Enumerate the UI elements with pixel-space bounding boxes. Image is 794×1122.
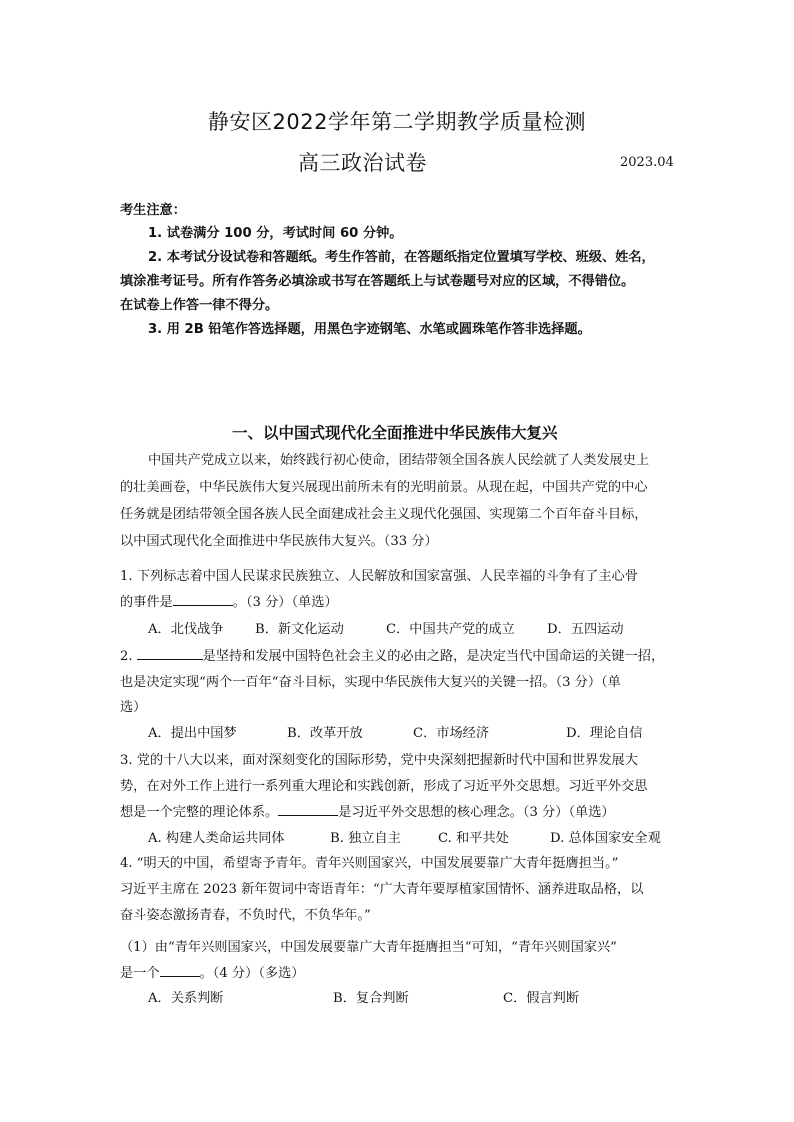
intro-line: 以中国式现代化全面推进中华民族伟大复兴。（33 分）	[120, 534, 438, 549]
q4-text: 。（4 分）（多选）	[199, 966, 305, 981]
q2-text: 2.	[120, 649, 133, 664]
q4-sub1-stem: （1）由“青年兴则国家兴，中国发展要靠广大青年挺膺担当”可知，“青年兴则国家兴”	[120, 940, 617, 955]
q4-text: 是一个	[120, 966, 160, 981]
q4-sub1-stem-cont	[120, 962, 304, 981]
q3-text: 是习近平外交思想的核心理念。（3 分）（单选）	[338, 805, 615, 820]
exam-date: 2023.04	[620, 155, 674, 170]
notice-item-2-cont: 在试卷上作答一律不得分。	[120, 298, 279, 313]
q4-stem-cont: 奋斗姿态激扬青春，不负时代，不负华年。”	[120, 908, 371, 923]
notice-item-3: 3. 用 2B 铅笔作答选择题，用黑色字迹钢笔、水笔或圆珠笔作答非选择题。	[148, 322, 591, 337]
q2-stem-cont: 也是决定实现“两个一百年“奋斗目标，实现中华民族伟大复兴的关键一招。（3 分）（单	[120, 675, 621, 690]
q4-option-b: B．复合判断	[333, 991, 409, 1006]
q1-stem: 1. 下列标志着中国人民谋求民族独立、人民解放和国家富强、人民幸福的斗争有了主心骨	[120, 569, 638, 584]
q2-option-b: B．改革开放	[287, 726, 363, 741]
q2-option-c: C．市场经济	[413, 726, 490, 741]
q3-stem-cont	[120, 801, 615, 820]
q2-stem-cont: 选）	[120, 700, 147, 715]
q1-option-a: A．北伐战争	[148, 622, 224, 637]
q3-option-b: B. 独立自主	[330, 831, 401, 846]
notice-item-2: 2. 本考试分设试卷和答题纸。考生作答前，在答题纸指定位置填写学校、班级、姓名，	[148, 250, 655, 265]
q1-text: 的事件是	[120, 595, 173, 610]
q3-option-d: D. 总体国家安全观	[550, 831, 661, 846]
answer-blank	[160, 964, 200, 977]
q4-option-a: A．关系判断	[148, 991, 224, 1006]
q1-text: 。（3 分）（单选）	[232, 595, 338, 610]
q3-option-a: A. 构建人类命运共同体	[148, 831, 285, 846]
intro-line: 的壮美画卷，中华民族伟大复兴展现出前所未有的光明前景。从现在起，中国共产党的中心	[120, 480, 648, 495]
q2-option-d: D．理论自信	[566, 726, 643, 741]
q1-option-b: B．新文化运动	[255, 622, 344, 637]
exam-subtitle: 高三政治试卷	[298, 151, 427, 175]
section-heading: 一、以中国式现代化全面推进中华民族伟大复兴	[232, 424, 558, 442]
q2-stem	[120, 645, 664, 664]
answer-blank	[278, 803, 338, 816]
notice-item-1: 1. 试卷满分 100 分，考试时间 60 分钟。	[148, 226, 403, 241]
intro-line: 中国共产党成立以来，始终践行初心使命，团结带领全国各族人民绘就了人类发展史上	[148, 453, 650, 468]
q3-stem-cont: 势，在对外工作上进行一系列重大理论和实践创新，形成了习近平外交思想。习近平外交思	[120, 779, 648, 794]
notice-item-2-cont: 填涂准考证号。所有作答务必填涂或书写在答题纸上与试卷题号对应的区域，不得错位。	[120, 274, 635, 289]
notice-heading: 考生注意：	[120, 203, 186, 218]
q3-text: 想是一个完整的理论体系。	[120, 805, 279, 820]
intro-line: 任务就是团结带领全国各族人民全面建成社会主义现代化强国、实现第二个百年奋斗目标，	[120, 507, 648, 522]
q1-option-c: C．中国共产党的成立	[386, 622, 515, 637]
q4-stem-cont: 习近平主席在 2023 新年贺词中寄语青年：“广大青年要厚植家国情怀、涵养进取品格，以	[120, 882, 644, 897]
q4-option-c: C．假言判断	[503, 991, 580, 1006]
answer-blank	[137, 647, 203, 660]
answer-blank	[173, 593, 233, 606]
exam-title: 静安区2022学年第二学期教学质量检测	[208, 110, 586, 134]
q2-text: 是坚持和发展中国特色社会主义的必由之路，是决定当代中国命运的关键一招，	[202, 649, 665, 664]
q1-stem-cont	[120, 591, 338, 610]
q1-option-d: D．五四运动	[547, 622, 624, 637]
q2-option-a: A．提出中国梦	[148, 726, 237, 741]
q3-option-c: C. 和平共处	[438, 831, 509, 846]
q4-stem: 4. “明天的中国，希望寄予青年。青年兴则国家兴，中国发展要靠广大青年挺膺担当。”	[120, 856, 619, 871]
q3-stem: 3. 党的十八大以来，面对深刻变化的国际形势，党中央深刻把握新时代中国和世界发展大	[120, 753, 638, 768]
